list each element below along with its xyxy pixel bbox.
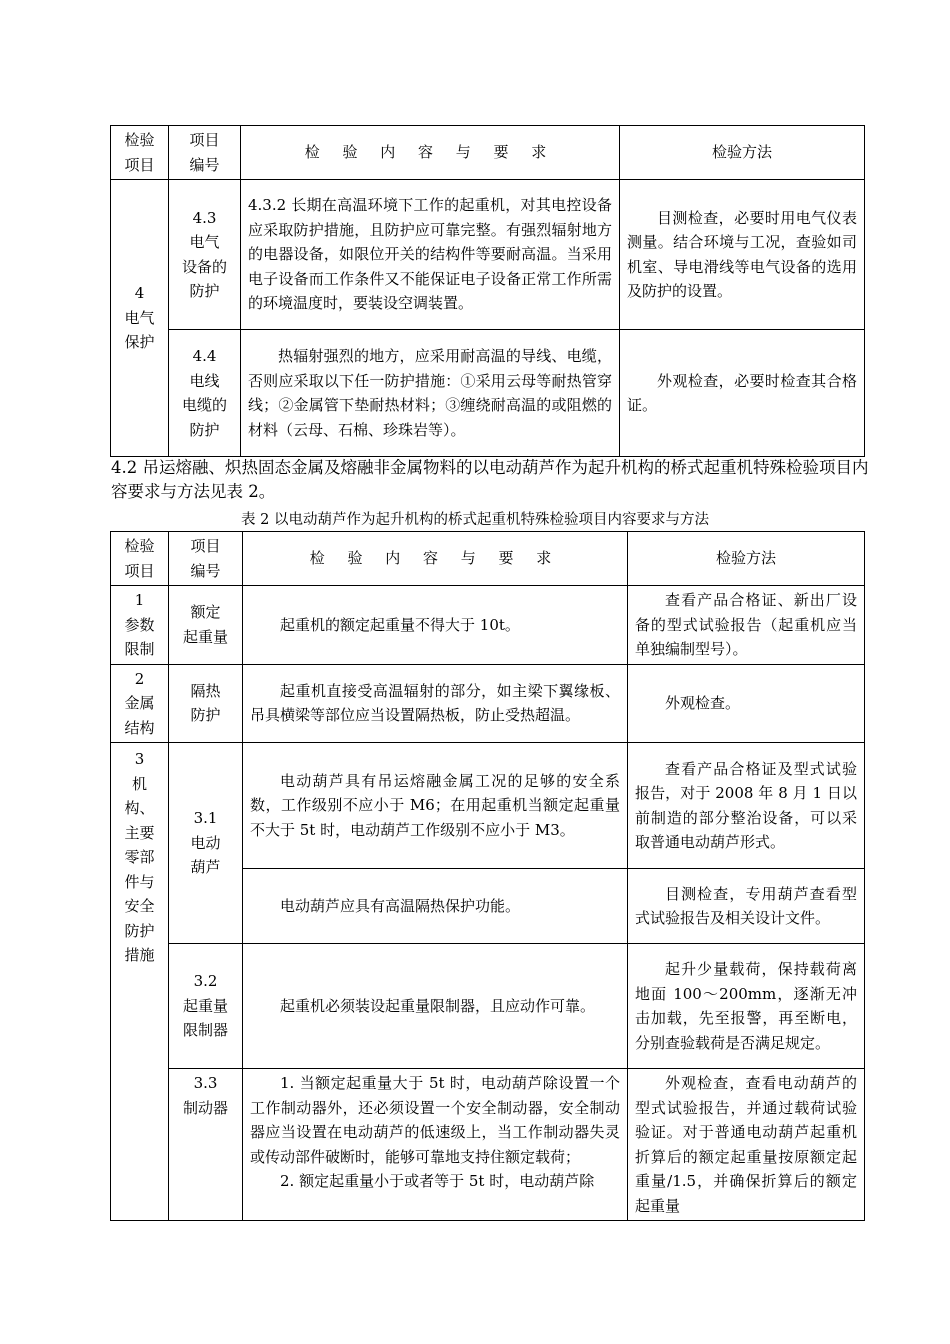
group-metal-structure: 2 金属 结构 <box>111 664 169 743</box>
row-method-4-3: 目测检查，必要时用电气仪表测量。结合环境与工况，查验如司机室、导电滑线等电气设备的选用及防护的设置。 <box>620 180 865 330</box>
group-mechanisms: 3 机 构、 主要 零部 件与 安全 防护 措施 <box>111 743 169 1221</box>
row-content-3-2: 起重机必须装设起重量限制器，且应动作可靠。 <box>243 944 628 1069</box>
row-code-4-3: 4.3 电气 设备的 防护 <box>169 180 241 330</box>
row-code-4-4: 4.4 电线 电缆的 防护 <box>169 330 241 457</box>
header-method: 检验方法 <box>620 126 865 180</box>
row-method-4-4: 外观检查，必要时检查其合格证。 <box>620 330 865 457</box>
row-method-heat-shield: 外观检查。 <box>628 664 865 743</box>
row-method-rated-load: 查看产品合格证、新出厂设备的型式试验报告（起重机应当单独编制型号）。 <box>628 586 865 665</box>
inspection-table-1 <box>110 125 865 457</box>
header-code: 项目 编号 <box>169 532 243 586</box>
row-method-3-3: 外观检查，查看电动葫芦的型式试验报告，并通过载荷试验验证。对于普通电动葫芦起重机折算后的额定起重量按原额定起重量/1.5，并确保折算后的额定起重量 <box>628 1069 865 1221</box>
row-code-rated-load: 额定 起重量 <box>169 586 243 665</box>
row-method-3-1-b: 目测检查，专用葫芦查看型式试验报告及相关设计文件。 <box>628 869 865 944</box>
header-item: 检验 项目 <box>111 126 169 180</box>
row-code-3-2: 3.2 起重量 限制器 <box>169 944 243 1069</box>
header-content: 检 验 内 容 与 要 求 <box>243 532 628 586</box>
row-content-3-3-item-2: 2. 额定起重量小于或者等于 5t 时，电动葫芦除 <box>280 1172 595 1190</box>
row-method-3-2: 起升少量载荷，保持载荷离地面 100～200mm，逐渐无冲击加载，先至报警，再至断电，分别查验载荷是否满足规定。 <box>628 944 865 1069</box>
row-code-3-3: 3.3 制动器 <box>169 1069 243 1221</box>
row-content-3-3-item-1: 1. 当额定起重量大于 5t 时，电动葫芦除设置一个工作制动器外，还必须设置一个安全制动器，安全制动器应当设置在电动葫芦的低速级上，当工作制动器失灵或传动部件破断时，能够可靠地支持住额定载荷； <box>250 1074 620 1166</box>
row-content-3-1-b: 电动葫芦应具有高温隔热保护功能。 <box>243 869 628 944</box>
row-content-4-3: 4.3.2 长期在高温环境下工作的起重机，对其电控设备应采取防护措施，且防护应可靠完整。有强烈辐射地方的电器设备，如限位开关的结构件等要耐高温。当采用电子设备而工作条件又不能保证电子设备正常工作所需的环境温度时，要装设空调装置。 <box>241 180 620 330</box>
row-code-heat-shield: 隔热 防护 <box>169 664 243 743</box>
group-parameter-limit: 1 参数 限制 <box>111 586 169 665</box>
group-electrical-protection: 4 电气 保护 <box>111 180 169 457</box>
row-content-3-1-a: 电动葫芦具有吊运熔融金属工况的足够的安全系数，工作级别不应小于 M6；在用起重机当额定起重量不大于 5t 时，电动葫芦工作级别不应小于 M3。 <box>243 743 628 869</box>
row-code-3-1: 3.1 电动 葫芦 <box>169 743 243 944</box>
header-code: 项目 编号 <box>169 126 241 180</box>
row-content-rated-load: 起重机的额定起重量不得大于 10t。 <box>243 586 628 665</box>
row-content-4-4: 热辐射强烈的地方，应采用耐高温的导线、电缆，否则应采取以下任一防护措施：①采用云母等耐热管穿线；②金属管下垫耐热材料；③缠绕耐高温的或阻燃的材料（云母、石棉、珍珠岩等）。 <box>241 330 620 457</box>
table-caption: 表 2 以电动葫芦作为起升机构的桥式起重机特殊检验项目内容要求与方法 <box>241 512 709 528</box>
row-content-heat-shield: 起重机直接受高温辐射的部分，如主梁下翼缘板、吊具横梁等部位应当设置隔热板，防止受热超温。 <box>243 664 628 743</box>
section-paragraph: 4.2 吊运熔融、炽热固态金属及熔融非金属物料的以电动葫芦作为起升机构的桥式起重机特殊检验项目内容要求与方法见表 2。 <box>111 458 869 501</box>
header-item: 检验 项目 <box>111 532 169 586</box>
row-method-3-1-a: 查看产品合格证及型式试验报告，对于 2008 年 8 月 1 日以前制造的部分整治设备，可以采取普通电动葫芦形式。 <box>628 743 865 869</box>
header-method: 检验方法 <box>628 532 865 586</box>
inspection-table-2 <box>110 531 865 1221</box>
header-content: 检 验 内 容 与 要 求 <box>241 126 620 180</box>
row-content-3-3 <box>243 1069 628 1221</box>
